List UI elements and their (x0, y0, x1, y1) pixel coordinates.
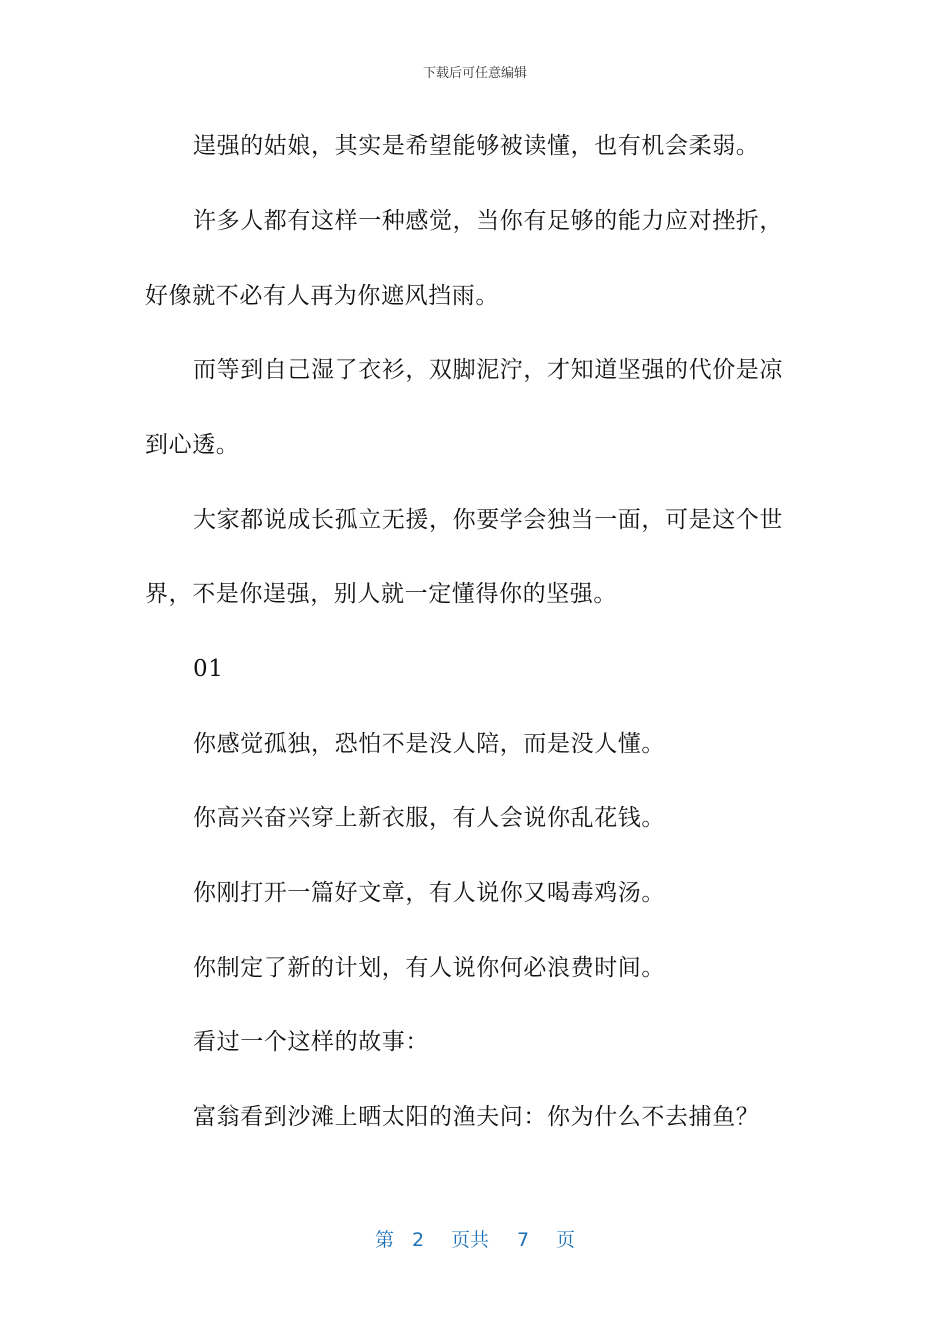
paragraph-line: 到心透。 (145, 432, 240, 458)
page-header: 下载后可任意编辑 (422, 66, 527, 81)
footer-current-page: 2 (412, 1229, 425, 1251)
footer-label-end: 页 (556, 1229, 576, 1251)
paragraph-line: 而等到自己湿了衣衫，双脚泥泞，才知道坚强的代价是凉 (193, 357, 783, 383)
footer-label-page: 第 (375, 1229, 395, 1251)
paragraph-line: 逞强的姑娘，其实是希望能够被读懂，也有机会柔弱。 (193, 133, 760, 159)
paragraph-line: 好像就不必有人再为你遮风挡雨。 (145, 283, 499, 309)
page-footer (0, 1226, 950, 1254)
paragraph-line: 界，不是你逞强，别人就一定懂得你的坚强。 (145, 581, 617, 607)
paragraph-line: 许多人都有这样一种感觉，当你有足够的能力应对挫折， (193, 208, 783, 234)
paragraph-line: 大家都说成长孤立无援，你要学会独当一面，可是这个世 (193, 507, 783, 533)
paragraph-line: 你高兴奋兴穿上新衣服，有人会说你乱花钱。 (193, 805, 665, 831)
section-number: 01 (193, 656, 224, 682)
paragraph-line: 你刚打开一篇好文章，有人说你又喝毒鸡汤。 (193, 880, 665, 906)
paragraph-line: 富翁看到沙滩上晒太阳的渔夫问：你为什么不去捕鱼？ (193, 1104, 760, 1130)
paragraph-line: 看过一个这样的故事： (193, 1029, 429, 1055)
footer-label-total: 页共 (451, 1229, 490, 1251)
paragraph-line: 你制定了新的计划，有人说你何必浪费时间。 (193, 955, 665, 981)
paragraph-line: 你感觉孤独，恐怕不是没人陪，而是没人懂。 (193, 731, 665, 757)
footer-total-pages: 7 (517, 1229, 530, 1251)
